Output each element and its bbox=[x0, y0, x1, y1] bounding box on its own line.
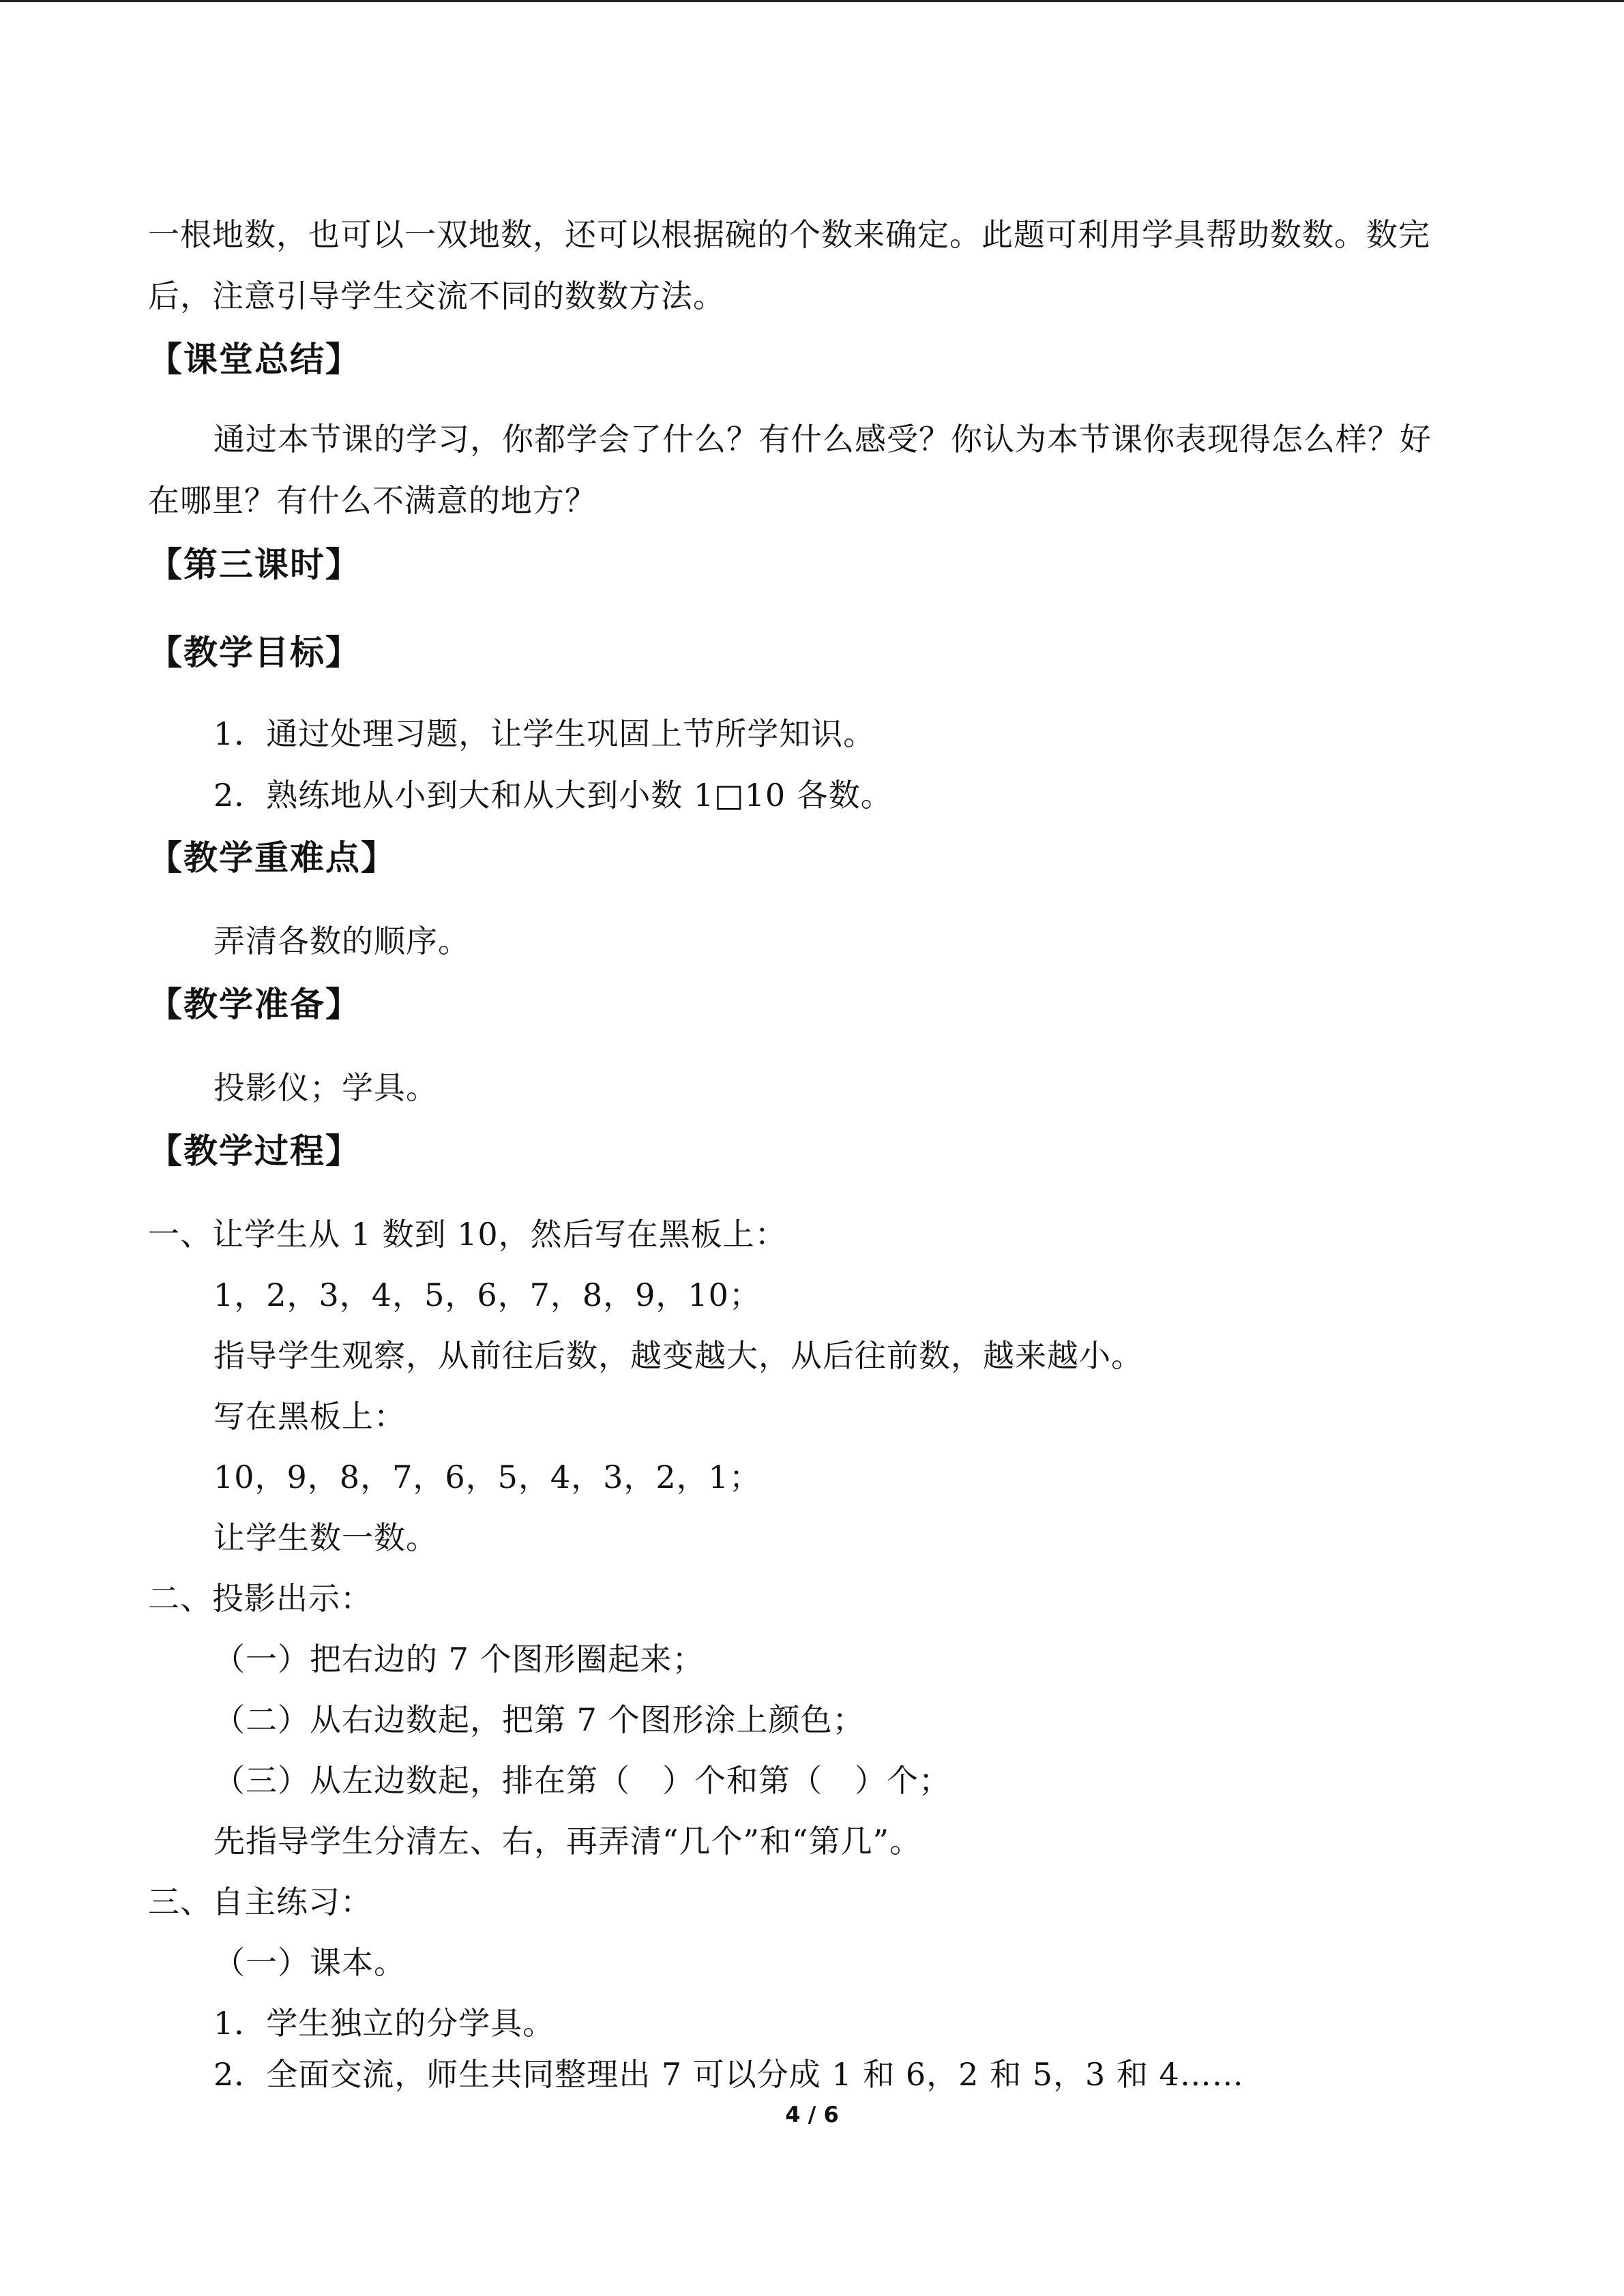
process-step-3-line: 2．全面交流，师生共同整理出 7 可以分成 1 和 6，2 和 5，3 和 4…… bbox=[213, 2056, 1244, 2093]
process-step-1-title: 一、让学生从 1 数到 10，然后写在黑板上： bbox=[148, 1216, 787, 1253]
summary-line-1: 通过本节课的学习，你都学会了什么？有什么感受？你认为本节课你表现得怎么样？好 bbox=[213, 421, 1432, 458]
process-step-2-line: （二）从右边数起，把第 7 个图形涂上颜色； bbox=[213, 1701, 865, 1738]
goals-heading: 【教学目标】 bbox=[148, 633, 361, 672]
prep-text: 投影仪；学具。 bbox=[213, 1069, 438, 1106]
process-step-1-line: 写在黑板上： bbox=[213, 1398, 406, 1435]
top-border bbox=[0, 0, 1624, 2]
process-step-2-line: （三）从左边数起，排在第（ ）个和第（ ）个； bbox=[213, 1762, 951, 1799]
goal-item-2: 2．熟练地从小到大和从大到小数 1□10 各数。 bbox=[213, 777, 893, 814]
difficulty-text: 弄清各数的顺序。 bbox=[213, 923, 470, 959]
difficulty-heading: 【教学重难点】 bbox=[148, 838, 396, 878]
process-step-3-line: 1．学生独立的分学具。 bbox=[213, 2005, 555, 2042]
process-step-3-line: （一）课本。 bbox=[213, 1944, 406, 1981]
prep-heading: 【教学准备】 bbox=[148, 985, 361, 1024]
process-step-3-title: 三、自主练习： bbox=[148, 1883, 372, 1920]
intro-line-2: 后，注意引导学生交流不同的数数方法。 bbox=[148, 278, 725, 314]
process-step-1-line: 指导学生观察，从前往后数，越变越大，从后往前数，越来越小。 bbox=[213, 1337, 1143, 1374]
process-step-2-line: 先指导学生分清左、右，再弄清“几个”和“第几”。 bbox=[213, 1823, 922, 1860]
process-step-1-line: 让学生数一数。 bbox=[213, 1519, 438, 1556]
intro-line-1: 一根地数，也可以一双地数，还可以根据碗的个数来确定。此题可利用学具帮助数数。数完 bbox=[148, 216, 1430, 253]
goal-item-1: 1．通过处理习题，让学生巩固上节所学知识。 bbox=[213, 715, 876, 752]
process-step-2-line: （一）把右边的 7 个图形圈起来； bbox=[213, 1641, 705, 1678]
page-number: 4 / 6 bbox=[785, 2102, 839, 2128]
process-step-2-title: 二、投影出示： bbox=[148, 1580, 372, 1617]
process-step-1-line: 10，9，8，7，6，5，4，3，2，1； bbox=[213, 1459, 761, 1495]
summary-line-2: 在哪里？有什么不满意的地方？ bbox=[148, 482, 597, 519]
summary-heading: 【课堂总结】 bbox=[148, 340, 361, 379]
process-heading: 【教学过程】 bbox=[148, 1131, 361, 1171]
process-step-1-line: 1，2，3，4，5，6，7，8，9，10； bbox=[213, 1277, 761, 1313]
lesson-heading: 【第三课时】 bbox=[148, 545, 361, 584]
